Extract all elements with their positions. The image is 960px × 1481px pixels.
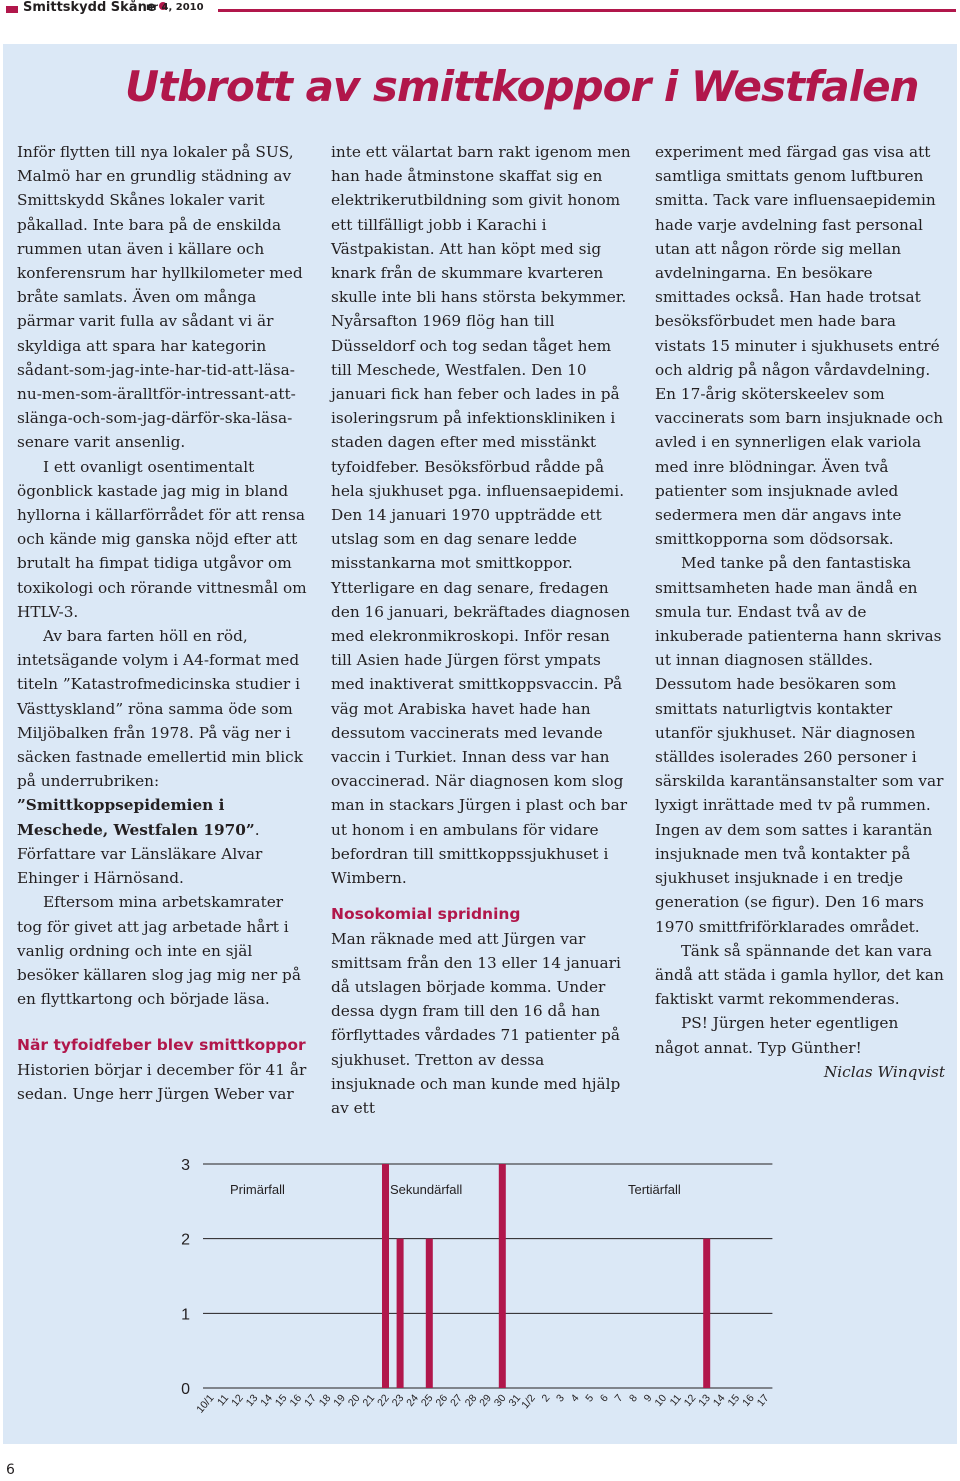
article-title: Utbrott av smittkoppor i Westfalen <box>125 62 919 111</box>
header-marker <box>6 6 18 13</box>
x-tick-label: 19 <box>331 1392 348 1409</box>
publication-name: Smittskydd Skåne <box>23 0 169 15</box>
x-tick-label: 12 <box>681 1392 699 1409</box>
column-2 <box>331 140 631 1120</box>
paragraph: Historien börjar i december för 41 år sedan. Unge herr Jürgen Weber var <box>17 1060 307 1103</box>
y-tick-label: 1 <box>181 1306 190 1324</box>
column-1 <box>17 140 309 1106</box>
paragraph: inte ett välartat barn rakt igenom men han hade åtminstone skaffat sig en elektrikerutbildning som givit honom ett tillfälligt jobb i Karachi i Västpakistan. Att han köpt med sig knark från de skummare kvarteren skulle inte bli hans största bekymmer. Nyårsafton 1969 flög han till Düsseldorf och tog sedan tåget hem till Meschede, Westfalen. Den 10 januari fick han feber och lades in på isoleringsrum på infektionskliniken i staden dagen efter med misstänkt tyfoidfeber. Besöksförbud rådde på hela sjukhuset pga. influensaepidemi. Den 14 januari 1970 uppträdde ett utslag som en dag senare ledde misstankarna mot smittkoppor. Ytterligare en dag senare, fredagen den 16 januari, bekräftades diagnosen med elekronmikroskopi. Inför resan till Asien hade Jürgen först ympats med inaktiverat smittkoppsvaccin. På väg mot Arabiska havet hade han dessutom vaccinerats med levande vaccin i Turkiet. Innan dess var han ovaccinerad. När diagnosen kom slog man in stackars Jürgen i plast och bar ut honom i en ambulans för vidare befordran till smittkoppssjukhuset i Wimbern. <box>331 143 631 888</box>
paragraph: experiment med färgad gas visa att samtliga smittats genom luftburen smitta. Tack vare influensaepidemin hade varje avdelning fast personal utan att någon rörde sig mellan avdelningarna. En besökare smittades också. Han hade trotsat besöksförbudet men hade bara vistats 15 minuter i sjukhusets entré och aldrig på någon vårdavdelning. En 17-årig sköterskeelev som vaccinerats som barn insjuknade och avled i en synnerligen elak variola med inre blödningar. Även två patienter som insjuknade avled sedermera men där angavs inte smittkopporna som dödsorsak. <box>655 143 944 549</box>
x-tick-label: 11 <box>214 1392 232 1409</box>
x-tick-label: 1/2 <box>519 1392 538 1412</box>
chart-annotation: Primärfall <box>230 1182 285 1197</box>
chart-svg <box>160 1150 956 1450</box>
x-tick-label: 24 <box>404 1392 421 1409</box>
x-tick-label: 13 <box>243 1392 261 1409</box>
page-number: 6 <box>6 1462 15 1478</box>
x-tick-label: 16 <box>287 1392 305 1409</box>
x-tick-label: 10 <box>652 1392 670 1409</box>
x-tick-label: 20 <box>345 1392 363 1409</box>
paragraph: Av bara farten höll en röd, intetsägande volym i A4-format med titeln ”Katastrofmedicinska studier i Västtyskland” röna samma öde som Miljöbalken från 1978. På väg ner i säcken fastnade emellertid min blick på underrubriken: ”Smittkoppsepidemien i Meschede, Westfalen 1970”. Författare var Länsläkare Alvar Ehinger i Härnösand. <box>17 627 304 888</box>
x-tick-label: 14 <box>710 1392 728 1409</box>
x-tick-label: 4 <box>568 1392 582 1405</box>
y-tick-label: 0 <box>181 1381 190 1398</box>
paragraph: Eftersom mina arbetskamrater tog för givet att jag arbetade hårt i vanlig ordning och inte en själ besöker källaren slog jag mig ner på en flyttkartong och började läsa. <box>17 893 301 1009</box>
x-tick-label: 13 <box>696 1392 713 1409</box>
x-tick-label: 15 <box>725 1392 743 1409</box>
x-tick-label: 11 <box>667 1392 684 1409</box>
header-rule <box>218 9 956 12</box>
chart-bar <box>426 1239 433 1388</box>
x-tick-label: 16 <box>740 1392 757 1409</box>
x-tick-label: 7 <box>612 1392 626 1405</box>
x-tick-label: 3 <box>554 1392 567 1405</box>
x-tick-label: 30 <box>491 1392 509 1409</box>
case-chart <box>160 1150 956 1450</box>
subtitle-quote: ”Smittkoppsepidemien i Meschede, Westfalen 1970” <box>17 796 255 839</box>
chart-bar <box>397 1239 404 1388</box>
x-tick-label: 31 <box>506 1392 524 1409</box>
x-tick-label: 25 <box>418 1392 436 1409</box>
x-tick-label: 27 <box>448 1392 465 1409</box>
x-tick-label: 17 <box>302 1392 319 1409</box>
x-tick-label: 18 <box>316 1392 334 1409</box>
paragraph: Man räknade med att Jürgen var smittsam från den 13 eller 14 januari då utslagen började komma. Under dessa dygn fram till den 16 då han förflyttades vårdades 71 patienter på sjukhuset. Tretton av dessa insjuknade och man kunde med hjälp av ett <box>331 929 621 1117</box>
y-tick-label: 2 <box>181 1231 190 1249</box>
section-heading: När tyfoidfeber blev smittkoppor <box>17 1036 306 1055</box>
x-tick-label: 9 <box>641 1392 655 1405</box>
chart-annotation: Sekundärfall <box>390 1182 463 1197</box>
x-tick-label: 6 <box>597 1392 611 1405</box>
paragraph: PS! Jürgen heter egentligen något annat. Typ Günther! <box>655 1014 899 1057</box>
chart-bar <box>499 1164 506 1388</box>
x-tick-label: 2 <box>539 1392 553 1405</box>
x-tick-label: 12 <box>229 1392 246 1409</box>
x-tick-label: 28 <box>462 1392 480 1409</box>
x-tick-label: 8 <box>627 1392 640 1405</box>
x-tick-label: 26 <box>433 1392 451 1409</box>
chart-bar <box>703 1239 710 1388</box>
x-tick-label: 5 <box>583 1392 597 1405</box>
paragraph: I ett ovanligt osentimentalt ögonblick kastade jag mig in bland hyllorna i källarförrådet för att rensa och kände mig ganska nöjd efter att brutalt ha fimpat tidiga utgåvor om toxikologi och rörande vittnesmål om HTLV-3. <box>17 457 307 621</box>
x-tick-label: 17 <box>754 1392 772 1409</box>
y-tick-label: 3 <box>181 1157 190 1174</box>
section-heading: Nosokomial spridning <box>331 905 521 924</box>
chart-bar <box>382 1164 389 1388</box>
x-tick-label: 23 <box>389 1392 407 1409</box>
x-tick-label: 22 <box>375 1392 392 1409</box>
x-tick-label: 29 <box>477 1392 494 1409</box>
chart-annotation: Tertiärfall <box>628 1182 681 1197</box>
issue-label: nr 4, 2010 <box>146 2 204 13</box>
paragraph-intro: Inför flytten till nya lokaler på SUS, Malmö har en grundlig städning av Smittskydd Skånes lokaler varit påkallad. Inte bara på de enskilda rummen utan även i källare och konferensrum har hyllkilometer med bråte samlats. Även om många pärmar varit fulla av sådant vi är skyldiga att spara har kategorin sådant-som-jag-inte-har-tid-att-läsa-nu-men-som-äralltför-intressant-att-slänga-och-som-jag-därför-ska-läsa-senare varit ansenlig. <box>17 143 303 452</box>
paragraph: Med tanke på den fantastiska smittsamheten hade man ändå en smula tur. Endast två av de inkuberade patienterna hann skrivas ut innan diagnosen ställdes. Dessutom hade besökaren som smittats naturligtvis kontakter utanför sjukhuset. När diagnosen ställdes isolerades 260 personer i särskilda karantänsanstalter som var lyxigt inrättade med tv på rummen. Ingen av dem som sattes i karantän insjuknade men två kontakter på sjukhuset insjuknade i en tredje generation (se figur). Den 16 mars 1970 smittfriförklarades området. <box>655 554 944 936</box>
paragraph: Tänk så spännande det kan vara ändå att städa i gamla hyllor, det kan faktiskt varmt rekommenderas. <box>655 941 944 1009</box>
x-tick-label: 21 <box>360 1392 378 1409</box>
author-signature: Niclas Winqvist <box>823 1062 945 1081</box>
x-tick-label: 14 <box>258 1392 275 1409</box>
x-tick-label: 15 <box>272 1392 290 1409</box>
x-tick-label: 10/1 <box>194 1392 217 1416</box>
column-3 <box>655 140 945 1084</box>
